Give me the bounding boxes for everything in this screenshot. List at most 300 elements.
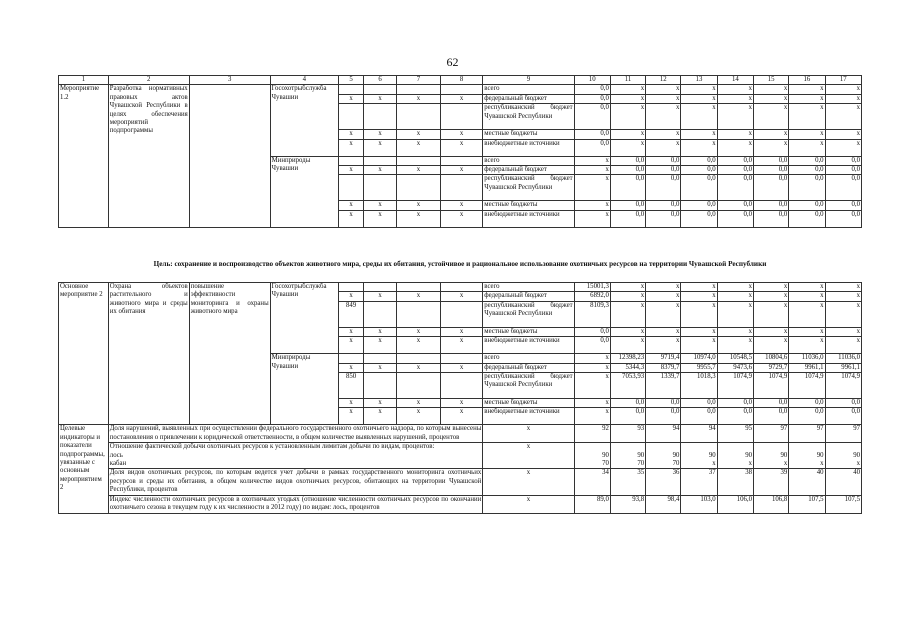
funding-row [59, 283, 862, 292]
indicator-value: 34 [574, 469, 610, 495]
funding-source: внебюджетные источники [483, 337, 574, 354]
indicator-text [108, 469, 482, 495]
table-cell: х [646, 283, 681, 292]
value-moose: 90 [602, 451, 609, 459]
column-header: 8 [440, 76, 483, 85]
table-cell: 10804,6 [754, 354, 789, 363]
indicator-value [717, 443, 753, 469]
table-cell: 1339,7 [646, 373, 681, 399]
table-cell: х [397, 408, 441, 425]
value-boar: 70 [602, 460, 609, 468]
table-cell: х [789, 327, 825, 336]
funding-table-top [58, 75, 862, 228]
table-cell: 0,0 [754, 408, 789, 425]
table-cell: х [440, 139, 483, 156]
table-cell: 0,0 [681, 175, 717, 201]
funding-source: всего [483, 354, 574, 363]
indicator-value: 103,0 [681, 495, 717, 513]
table-cell [364, 85, 397, 94]
table-cell: х [754, 337, 789, 354]
table-cell: х [440, 166, 483, 175]
table-cell: 849 [339, 301, 364, 327]
table-cell: 0,0 [574, 337, 610, 354]
table-cell [364, 354, 397, 363]
table-cell [397, 104, 441, 130]
table-cell: 0,0 [646, 166, 681, 175]
table-cell: х [574, 408, 610, 425]
indicators-label: Целевые индикаторы и показатели подпрограммы, увязанные с основным мероприятием 2 [59, 425, 109, 513]
table-cell: х [440, 327, 483, 336]
table-cell [364, 104, 397, 130]
measure-code: Мероприятие 1.2 [59, 85, 109, 227]
value-moose: 90 [853, 451, 860, 459]
main-measure-2-block [59, 283, 862, 425]
table-cell: х [789, 292, 825, 301]
indicator-value: 37 [681, 469, 717, 495]
table-cell: х [397, 210, 441, 227]
table-cell [339, 85, 364, 94]
indicator-value: 94 [646, 425, 681, 443]
table-cell: х [339, 139, 364, 156]
table-cell: 0,0 [754, 175, 789, 201]
value-boar: х [856, 460, 860, 468]
table-cell: 1074,9 [717, 373, 753, 399]
table-cell: х [681, 139, 717, 156]
table-cell: х [717, 104, 753, 130]
table-cell: 0,0 [681, 166, 717, 175]
measure-name: Охрана объектов растительного и животного мира и среды их обитания [108, 283, 189, 425]
indicator-value: 106,8 [754, 495, 789, 513]
table-cell: х [610, 337, 645, 354]
table-cell [397, 283, 441, 292]
table-cell [397, 354, 441, 363]
funding-source: местные бюджеты [483, 327, 574, 336]
value-moose: 90 [637, 451, 645, 459]
table-cell: х [754, 292, 789, 301]
table-cell: х [717, 327, 753, 336]
funding-source: местные бюджеты [483, 130, 574, 139]
table-cell: 0,0 [681, 399, 717, 408]
value-boar: х [820, 460, 824, 468]
table-cell: х [681, 104, 717, 130]
table-cell: х [483, 469, 574, 495]
column-header: 3 [189, 76, 270, 85]
funding-source: республиканский бюджет Чувашской Республики [483, 373, 574, 399]
table-cell: 0,0 [825, 156, 861, 165]
table-cell [364, 175, 397, 201]
table-cell [440, 104, 483, 130]
table-cell: х [825, 337, 861, 354]
table-cell: 1074,9 [789, 373, 825, 399]
table-cell: х [339, 292, 364, 301]
value-boar: х [748, 460, 752, 468]
table-cell: 0,0 [610, 408, 645, 425]
table-cell: 0,0 [646, 399, 681, 408]
table-cell [364, 156, 397, 165]
table-cell: х [681, 85, 717, 94]
table-cell: х [364, 210, 397, 227]
table-cell: 12398,23 [610, 354, 645, 363]
table-cell: 1074,9 [754, 373, 789, 399]
table-cell: х [339, 337, 364, 354]
funding-source: всего [483, 283, 574, 292]
page-number: 62 [446, 55, 459, 69]
table-cell: х [440, 337, 483, 354]
table-cell: х [483, 443, 574, 469]
table-cell: х [364, 327, 397, 336]
indicator-value: 93 [610, 425, 645, 443]
funding-source: внебюджетные источники [483, 210, 574, 227]
table-cell: х [717, 85, 753, 94]
table-cell: 9961,1 [825, 363, 861, 372]
table-cell: 0,0 [646, 408, 681, 425]
table-cell: х [825, 139, 861, 156]
value-moose: 90 [672, 451, 680, 459]
table-cell: х [681, 301, 717, 327]
table-cell [440, 85, 483, 94]
indicator-value: 95 [717, 425, 753, 443]
table-cell [364, 373, 397, 399]
table-cell: х [717, 292, 753, 301]
table-cell: х [610, 301, 645, 327]
table-cell: х [574, 373, 610, 399]
funding-source: местные бюджеты [483, 399, 574, 408]
table-cell: х [574, 210, 610, 227]
table-cell: 0,0 [825, 210, 861, 227]
table-cell: х [397, 166, 441, 175]
table-cell: х [610, 104, 645, 130]
table-cell: 850 [339, 373, 364, 399]
table-cell: 9729,7 [754, 363, 789, 372]
indicator-value: 94 [681, 425, 717, 443]
indicator-value [825, 443, 861, 469]
table-cell: х [754, 85, 789, 94]
table-cell: 0,0 [574, 85, 610, 94]
table-cell: х [364, 337, 397, 354]
table-cell: х [397, 363, 441, 372]
table-cell: х [646, 94, 681, 103]
table-cell: 0,0 [825, 175, 861, 201]
table-cell: 0,0 [610, 210, 645, 227]
executor: Минприроды Чувашии [270, 156, 338, 227]
table-cell: х [717, 283, 753, 292]
table-cell: х [825, 94, 861, 103]
table-cell: 9955,7 [681, 363, 717, 372]
table-cell: х [397, 130, 441, 139]
indicator-value: 97 [789, 425, 825, 443]
column-header: 12 [646, 76, 681, 85]
table-cell: 0,0 [574, 104, 610, 130]
funding-source: федеральный бюджет [483, 166, 574, 175]
indicator-text [108, 495, 482, 513]
table-cell: х [440, 210, 483, 227]
table-cell: 1074,9 [825, 373, 861, 399]
table-cell: х [440, 363, 483, 372]
table-cell: х [339, 201, 364, 210]
value-moose: 90 [708, 451, 716, 459]
table-cell: 9961,1 [789, 363, 825, 372]
funding-source: внебюджетные источники [483, 408, 574, 425]
table-cell: х [646, 130, 681, 139]
table-cell: 8109,3 [574, 301, 610, 327]
table-cell: х [610, 283, 645, 292]
value-moose: 90 [745, 451, 752, 459]
column-header: 15 [754, 76, 789, 85]
column-header: 13 [681, 76, 717, 85]
table-cell: 0,0 [825, 201, 861, 210]
table-cell: х [789, 283, 825, 292]
indicator-description: Индекс численности охотничьих ресурсов в охотничьих угодьях (отношение численности охотничьих ресурсов по окончании охотничьего сезона в текущем году к их численности в 2012 году) по видам: лось, процентов [109, 495, 482, 512]
table-cell: х [681, 283, 717, 292]
value-moose: 90 [816, 451, 824, 459]
column-header: 16 [789, 76, 825, 85]
table-cell: х [339, 210, 364, 227]
column-header: 11 [610, 76, 645, 85]
table-cell: х [397, 327, 441, 336]
indicator-value: 93,8 [610, 495, 645, 513]
table-cell: х [646, 327, 681, 336]
table-cell: 0,0 [646, 156, 681, 165]
table-cell: х [574, 354, 610, 363]
value-boar: х [712, 460, 716, 468]
table-cell: х [681, 130, 717, 139]
table-cell [397, 301, 441, 327]
indicator-row [59, 469, 862, 495]
table-cell: 0,0 [610, 156, 645, 165]
table-cell: х [397, 292, 441, 301]
table-cell: 0,0 [717, 399, 753, 408]
table-cell: х [397, 399, 441, 408]
table-cell [440, 283, 483, 292]
funding-source: местные бюджеты [483, 201, 574, 210]
column-header: 2 [108, 76, 189, 85]
table-cell: х [681, 337, 717, 354]
table-cell: 0,0 [825, 399, 861, 408]
column-header: 6 [364, 76, 397, 85]
indicator-value [681, 443, 717, 469]
table-cell: 7053,93 [610, 373, 645, 399]
table-cell: х [483, 425, 574, 443]
table-cell: 0,0 [574, 94, 610, 103]
funding-source: федеральный бюджет [483, 94, 574, 103]
table-cell: х [440, 292, 483, 301]
table-cell: х [574, 166, 610, 175]
table-cell: х [440, 408, 483, 425]
column-header: 14 [717, 76, 753, 85]
table-cell: х [754, 139, 789, 156]
table-cell: х [339, 130, 364, 139]
table-cell: 0,0 [574, 130, 610, 139]
table-cell: 15001,3 [574, 283, 610, 292]
table-cell: х [339, 399, 364, 408]
indicators-block [59, 425, 862, 513]
table-cell: 0,0 [574, 139, 610, 156]
table-cell: 0,0 [717, 175, 753, 201]
table-cell: 6892,0 [574, 292, 610, 301]
indicator-value: 40 [789, 469, 825, 495]
table-cell [397, 373, 441, 399]
table-cell: 10974,0 [681, 354, 717, 363]
table-cell [397, 175, 441, 201]
column-header: 17 [825, 76, 861, 85]
table-cell: х [825, 292, 861, 301]
table-cell: х [717, 94, 753, 103]
table-cell: х [397, 94, 441, 103]
table-cell: х [364, 166, 397, 175]
funding-source: всего [483, 85, 574, 94]
table-cell: 0,0 [717, 156, 753, 165]
funding-table-bottom [58, 282, 862, 514]
indicator-value [754, 443, 789, 469]
indicator-value: 92 [574, 425, 610, 443]
table-cell: х [789, 139, 825, 156]
table-cell: 0,0 [646, 210, 681, 227]
funding-source: республиканский бюджет Чувашской Республики [483, 301, 574, 327]
indicator-value: 39 [754, 469, 789, 495]
table-cell: х [825, 327, 861, 336]
table-cell: х [825, 301, 861, 327]
funding-source: республиканский бюджет Чувашской Республики [483, 175, 574, 201]
table-cell: 0,0 [789, 175, 825, 201]
table-cell: 0,0 [789, 201, 825, 210]
column-header: 10 [574, 76, 610, 85]
table-cell: 11036,0 [825, 354, 861, 363]
indicator-value [646, 443, 681, 469]
table-cell: х [789, 130, 825, 139]
table-cell: 0,0 [681, 210, 717, 227]
indicator-row [59, 425, 862, 443]
table-cell: 0,0 [610, 166, 645, 175]
table-cell: 0,0 [574, 327, 610, 336]
table-cell: 11036,0 [789, 354, 825, 363]
table-cell: х [754, 283, 789, 292]
table-cell: х [754, 130, 789, 139]
indicator-subitem: лось [109, 451, 123, 459]
table-cell: х [754, 104, 789, 130]
table-cell: 0,0 [646, 175, 681, 201]
indicator-value: 40 [825, 469, 861, 495]
indicator-description: Доля нарушений, выявленных при осуществлении федерального государственного охотничьего надзора, по которым вынесены постановления о привлечении к юридической ответственности, в общем количестве выявленных нарушений, процентов [109, 425, 482, 441]
table-cell: 0,0 [610, 201, 645, 210]
indicator-description: Отношение фактической добычи охотничьих ресурсов к установленным лимитам добычи по видам, процентов: [109, 443, 435, 451]
table-cell: х [483, 495, 574, 513]
measure-code: Основное мероприятие 2 [59, 283, 109, 425]
table-cell [440, 156, 483, 165]
indicator-value: 98,4 [646, 495, 681, 513]
value-boar: 70 [672, 460, 680, 468]
table-cell: 0,0 [610, 175, 645, 201]
table-cell: 0,0 [789, 210, 825, 227]
indicator-value: 107,5 [789, 495, 825, 513]
table-cell: х [825, 85, 861, 94]
table-cell: 5344,3 [610, 363, 645, 372]
column-header: 7 [397, 76, 441, 85]
funding-source: федеральный бюджет [483, 292, 574, 301]
table-cell: х [681, 94, 717, 103]
table-cell [339, 283, 364, 292]
indicator-text [108, 425, 482, 443]
table-cell: х [646, 301, 681, 327]
indicator-value: 35 [610, 469, 645, 495]
table-cell: х [339, 94, 364, 103]
indicator-text [108, 443, 482, 469]
indicator-value: 97 [825, 425, 861, 443]
column-header: 4 [270, 76, 338, 85]
table-cell [397, 85, 441, 94]
column-header: 9 [483, 76, 574, 85]
table-cell: х [754, 327, 789, 336]
executor: Госохотрыбслужба Чувашии [270, 85, 338, 156]
indicator-value [610, 443, 645, 469]
table-cell: х [825, 104, 861, 130]
table-cell: х [717, 139, 753, 156]
table-cell: х [339, 327, 364, 336]
table-cell: 0,0 [717, 166, 753, 175]
executor: Госохотрыбслужба Чувашии [270, 283, 338, 354]
table-cell: х [339, 363, 364, 372]
table-cell: 10548,5 [717, 354, 753, 363]
table-cell [397, 156, 441, 165]
table-cell: 0,0 [754, 399, 789, 408]
funding-source: федеральный бюджет [483, 363, 574, 372]
table-cell: 0,0 [754, 210, 789, 227]
goal-heading: Цель: сохранение и воспроизводство объектов животного мира, среды их обитания, устойчивое и рациональное использование охотничьих ресурсов на территории Чувашской Республики [153, 260, 767, 268]
header-row [59, 76, 862, 85]
indicator-value: 36 [646, 469, 681, 495]
table-cell: х [610, 327, 645, 336]
table-cell: х [574, 363, 610, 372]
indicator-value [574, 443, 610, 469]
table-cell: 0,0 [610, 399, 645, 408]
table-cell: х [440, 399, 483, 408]
table-cell [440, 175, 483, 201]
indicator-value: 97 [754, 425, 789, 443]
table-cell: 0,0 [789, 408, 825, 425]
table-cell: х [610, 94, 645, 103]
table-cell: х [789, 104, 825, 130]
funding-source: республиканский бюджет Чувашской Республики [483, 104, 574, 130]
table-cell: х [717, 130, 753, 139]
table-cell: х [364, 94, 397, 103]
table-cell: 0,0 [825, 408, 861, 425]
table-cell: х [789, 94, 825, 103]
indicator-description: Доля видов охотничьих ресурсов, по которым ведется учет добычи в рамках государственного мониторинга охотничьих ресурсов и среды их обитания, в общем количестве видов охотничьих ресурсов, обитающих на территории Чувашской Республики, процентов [109, 469, 482, 494]
measure-name: Разработка нормативных правовых актов Чувашской Республики в целях обеспечения мероприятий подпрограммы [108, 85, 189, 227]
table-cell [440, 373, 483, 399]
table-cell: х [646, 104, 681, 130]
table-cell [440, 354, 483, 363]
table-cell: х [397, 139, 441, 156]
table-cell: 0,0 [789, 166, 825, 175]
table-cell: 0,0 [681, 201, 717, 210]
table-cell: х [681, 327, 717, 336]
table-cell: х [574, 201, 610, 210]
table-cell: х [789, 85, 825, 94]
table-cell: 0,0 [646, 201, 681, 210]
indicator-value [789, 443, 825, 469]
indicator-value: 38 [717, 469, 753, 495]
table-cell: 0,0 [717, 210, 753, 227]
value-boar: 70 [637, 460, 645, 468]
table-cell: х [646, 85, 681, 94]
table-cell: х [364, 139, 397, 156]
indicator-value: 107,5 [825, 495, 861, 513]
table-cell: х [717, 337, 753, 354]
table-cell: х [397, 337, 441, 354]
table-cell: х [646, 292, 681, 301]
table-cell [339, 156, 364, 165]
funding-source: всего [483, 156, 574, 165]
